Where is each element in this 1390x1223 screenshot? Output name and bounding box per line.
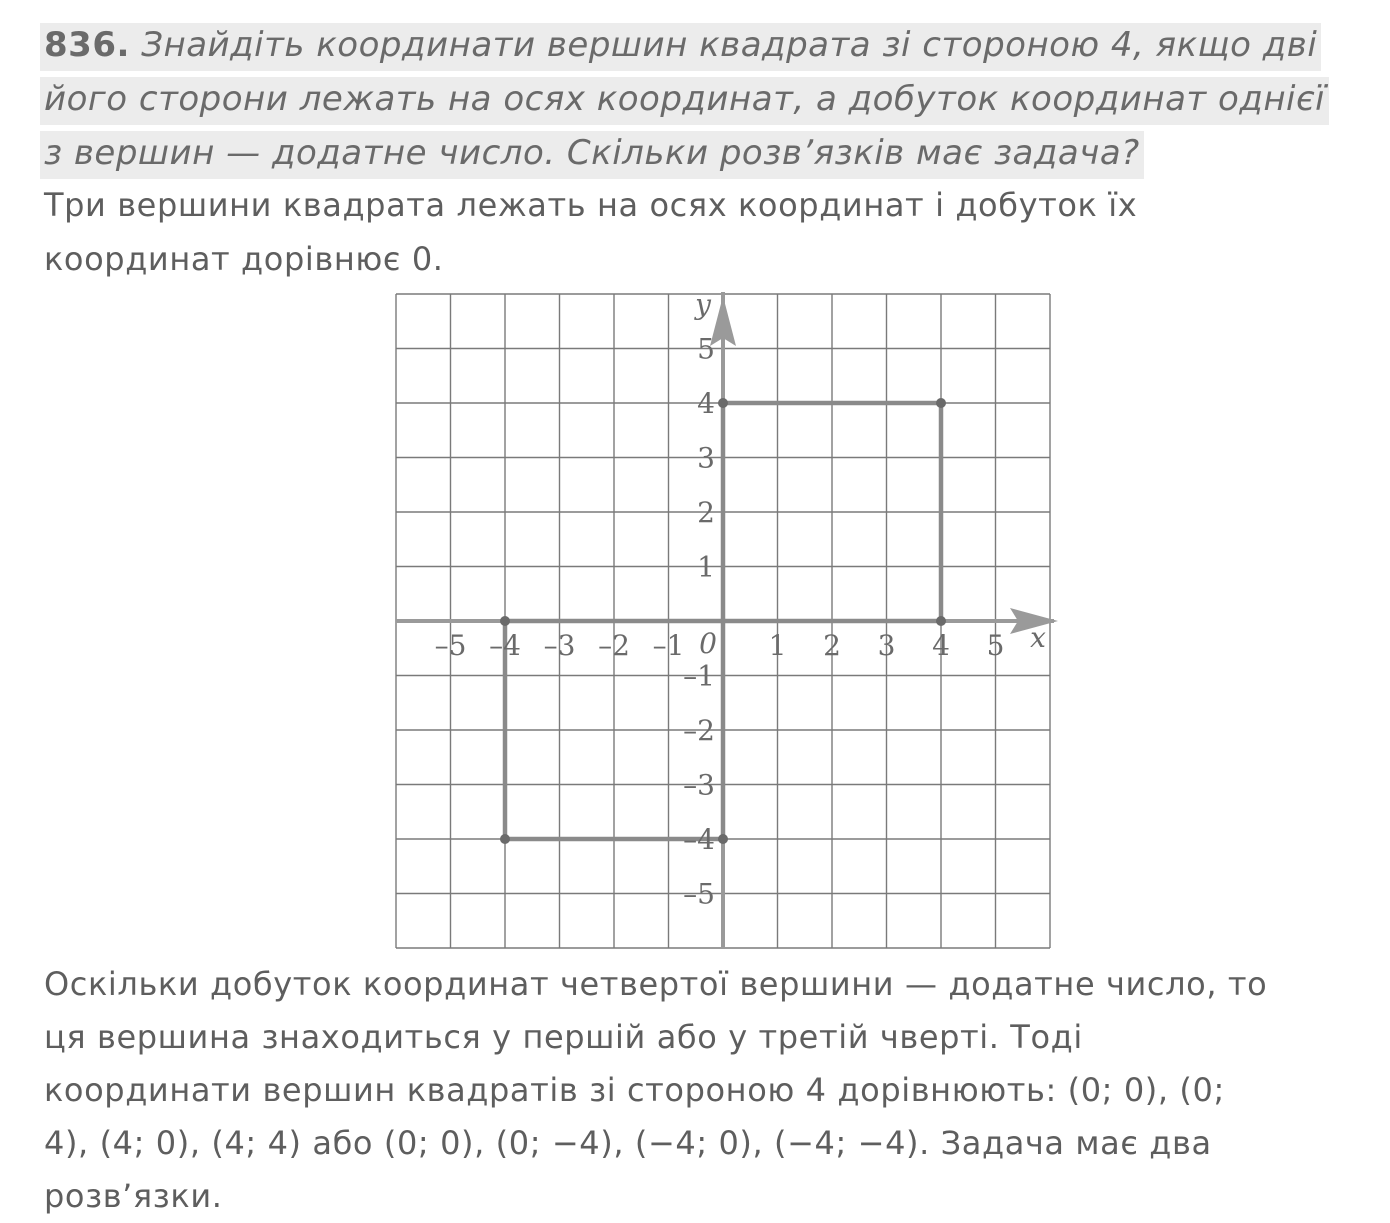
x-tick-label: 4 [932, 629, 950, 662]
x-tick-label: 3 [877, 629, 896, 662]
answer-intro [44, 178, 1364, 286]
x-tick-label: 5 [986, 629, 1005, 662]
square-vertex [500, 616, 510, 626]
task-text-2: його сторони лежать на осях координат, а добуток координат однієї [40, 77, 1329, 125]
x-tick-label: 1 [768, 629, 787, 662]
x-tick-label: 2 [823, 629, 841, 662]
task-line-1 [40, 18, 1370, 72]
task-number: 836. [44, 25, 130, 65]
task-text-3: з вершин — додатне число. Скільки розв’язків має задача? [40, 131, 1144, 179]
task-line-3 [40, 126, 1370, 180]
coordinate-plane-figure [390, 286, 1060, 951]
answer-intro-line-2: координат дорівнює 0. [44, 240, 444, 278]
answer-conclusion-line-1: Оскільки добуток координат четвертої вершини — додатне число, то [44, 965, 1268, 1003]
square-vertex [936, 616, 946, 626]
x-axis-label: x [1030, 621, 1046, 654]
answer-conclusion [44, 958, 1384, 1223]
y-tick-label: 5 [697, 332, 715, 366]
square-vertex [718, 834, 728, 844]
x-tick-label: –2 [598, 629, 630, 662]
square-vertex [936, 398, 946, 408]
y-tick-label: –5 [683, 877, 715, 911]
y-tick-label: 3 [697, 441, 715, 475]
answer-intro-line-1: Три вершини квадрата лежать на осях координат і добуток їх [44, 186, 1138, 224]
x-tick-label: –1 [652, 629, 685, 662]
y-axis-label: y [695, 288, 711, 321]
x-tick-label: –3 [543, 629, 576, 662]
x-tick-label: –5 [434, 629, 467, 662]
square-vertex [718, 398, 728, 408]
y-tick-label: 1 [697, 550, 715, 584]
square-vertex [500, 834, 510, 844]
task-text-1: Знайдіть координати вершин квадрата зі стороною 4, якщо дві [129, 25, 1318, 65]
x-tick-label: –4 [489, 629, 521, 662]
y-tick-label: –4 [683, 823, 715, 856]
task-line-1-highlight [40, 23, 1321, 71]
y-tick-label: –2 [683, 714, 715, 747]
y-tick-label: 2 [697, 496, 715, 529]
y-tick-label: 4 [697, 387, 715, 420]
task-statement [40, 18, 1370, 180]
answer-conclusion-line-4: 4), (4; 0), (4; 4) або (0; 0), (0; −4), (−4; 0), (−4; −4). Задача має два [44, 1124, 1212, 1162]
answer-conclusion-line-2: ця вершина знаходиться у першій або у третій чверті. Тоді [44, 1018, 1083, 1056]
y-tick-label: –3 [683, 768, 715, 802]
answer-conclusion-line-3: координати вершин квадратів зі стороною 4 дорівнюють: (0; 0), (0; [44, 1071, 1225, 1109]
y-tick-label: –1 [683, 659, 715, 693]
answer-conclusion-line-5: розв’язки. [44, 1177, 223, 1215]
coordinate-plane [390, 286, 1060, 951]
origin-label: 0 [699, 627, 717, 660]
task-line-2 [40, 72, 1370, 126]
